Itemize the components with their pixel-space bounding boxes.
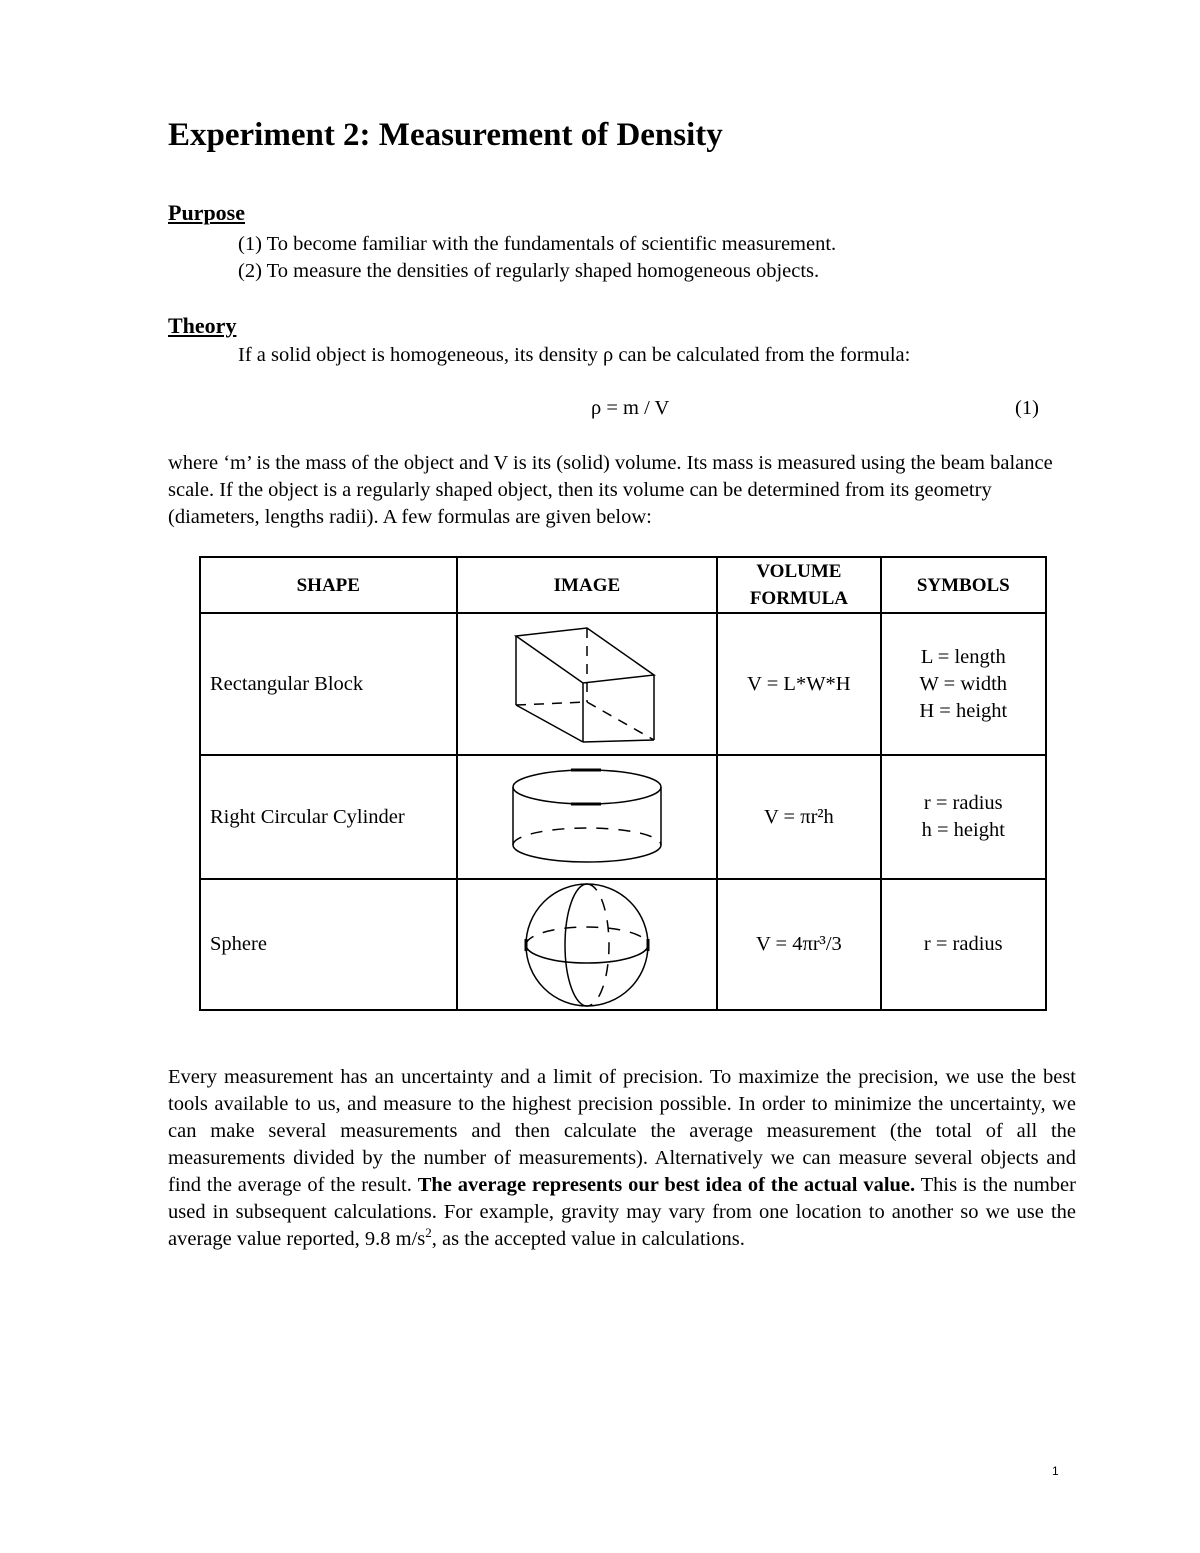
symbol-length: L = length bbox=[920, 645, 1006, 668]
header-volume-formula: VOLUME FORMULA bbox=[717, 557, 880, 613]
theory-heading: Theory bbox=[168, 313, 237, 338]
theory-intro: If a solid object is homogeneous, its density ρ can be calculated from the formula: bbox=[238, 344, 911, 366]
volume-formula: V = πr²h bbox=[717, 755, 880, 879]
shape-name: Sphere bbox=[200, 879, 457, 1010]
shapes-table bbox=[199, 556, 1047, 1011]
purpose-item-1: (1) To become familiar with the fundamentals of scientific measurement. bbox=[238, 233, 837, 255]
header-shape: SHAPE bbox=[200, 557, 457, 613]
page-number: 1 bbox=[1052, 1464, 1059, 1478]
symbols-cell bbox=[881, 879, 1046, 1010]
volume-formula: V = 4πr³/3 bbox=[717, 879, 880, 1010]
page-title: Experiment 2: Measurement of Density bbox=[168, 117, 723, 153]
symbol-radius: r = radius bbox=[923, 933, 1003, 955]
uncertainty-bold-text: The average represents our best idea of the actual value. bbox=[417, 1174, 916, 1196]
shape-name: Rectangular Block bbox=[200, 613, 457, 755]
shape-name: Right Circular Cylinder bbox=[200, 755, 457, 879]
density-formula: ρ = m / V bbox=[591, 397, 670, 419]
superscript-2: 2 bbox=[425, 1225, 432, 1241]
sphere-icon bbox=[522, 881, 652, 1009]
purpose-heading: Purpose bbox=[168, 200, 245, 225]
cylinder-icon bbox=[509, 765, 665, 869]
table-row bbox=[200, 879, 1046, 1010]
rectangular-block-icon bbox=[512, 622, 662, 746]
volume-formula: V = L*W*H bbox=[717, 613, 880, 755]
purpose-item-2: (2) To measure the densities of regularly shaped homogeneous objects. bbox=[238, 260, 820, 282]
symbol-radius: r = radius bbox=[923, 792, 1003, 814]
symbols-cell bbox=[881, 755, 1046, 879]
table-row bbox=[200, 755, 1046, 879]
symbol-width: W = width bbox=[919, 672, 1008, 695]
symbols-cell bbox=[881, 613, 1046, 755]
uncertainty-text-2: This is the number used in subsequent calculations. For example, gravity may vary from one location to another so we use the average value reported, 9.8 m/s bbox=[168, 1174, 1076, 1250]
header-image: IMAGE bbox=[457, 557, 718, 613]
uncertainty-text-3: , as the accepted value in calculations. bbox=[431, 1228, 745, 1250]
table-row bbox=[200, 613, 1046, 755]
equation-number: (1) bbox=[1015, 397, 1039, 419]
theory-paragraph: where ‘m’ is the mass of the object and V is its (solid) volume. Its mass is measured using the beam balance scale. If the object is a regularly shaped object, then its volume can be determined from its geometry (diameters, lengths radii). A few formulas are given below: bbox=[168, 452, 1053, 528]
table-header-row bbox=[200, 557, 1046, 613]
symbol-height: H = height bbox=[919, 699, 1008, 722]
symbol-height: h = height bbox=[921, 819, 1005, 841]
uncertainty-text-1: Every measurement has an uncertainty and a limit of precision. To maximize the precision, we use the best tools available to us, and measure to the highest precision possible. In order to minimize the uncertainty, we can make several measurements and then calculate the average measurement (the total of all the measurements divided by the number of measurements). Alternatively we can measure several objects and find the average of the result. bbox=[168, 1066, 1076, 1196]
uncertainty-paragraph bbox=[168, 1064, 1076, 1253]
purpose-list bbox=[238, 231, 836, 285]
header-symbols: SYMBOLS bbox=[881, 557, 1046, 613]
